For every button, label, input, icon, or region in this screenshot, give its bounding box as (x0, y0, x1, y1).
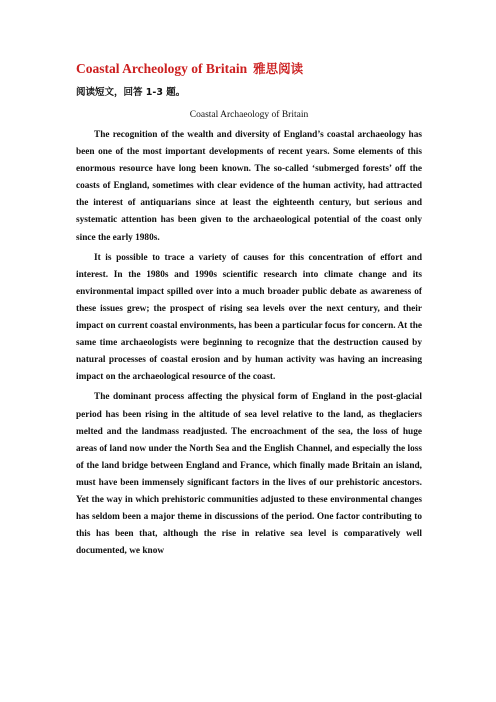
paragraph-1: The recognition of the wealth and diversity of England’s coastal archaeology has been one of the most important developments of recent years. Some elements of this enormous resource have long been known. The so-called ‘submerged forests’ off the coasts of England, sometimes with clear evidence of the human activity, had attracted the interest of antiquarians since at least the eighteenth century, but serious and systematic attention has been given to the archaeological potential of the coast only since the early 1980s. (76, 130, 422, 243)
instruction-text: 阅读短文，回答 1-3 题。 (76, 87, 186, 98)
passage-title: Coastal Archaeology of Britain (189, 110, 309, 120)
document-page (76, 60, 422, 563)
document-title (76, 60, 422, 78)
title-chinese: 雅思阅读 (253, 61, 304, 76)
paragraph-3: The dominant process affecting the physical form of England in the post-glacial period has been rising in the altitude of sea level relative to the land, as theglaciers melted and the landmass readjusted. The encroachment of the sea, the loss of huge areas of land now under the North Sea and the English Channel, and especially the loss of the land bridge between England and France, which finally made Britain an island, must have been immensely significant factors in the lives of our prehistoric ancestors. Yet the way in which prehistoric communities adjusted to these environmental changes has seldom been a major theme in discussions of the period. One factor contributing to this has been that, although the rise in relative sea level is comparatively well documented, we know (76, 392, 422, 557)
paragraph-2: It is possible to trace a variety of causes for this concentration of effort and interest. In the 1980s and 1990s scientific research into climate change and its environmental impact spilled over into a much broader public debate as awareness of these issues grew; the prospect of rising sea levels over the next century, and their impact on current coastal environments, has been a particular focus for concern. At the same time archaeologists were beginning to recognize that the destruction caused by natural processes of coastal erosion and by human activity was having an increasing impact on the archaeological resource of the coast. (76, 252, 422, 383)
title-english: Coastal Archeology of Britain (76, 61, 248, 76)
